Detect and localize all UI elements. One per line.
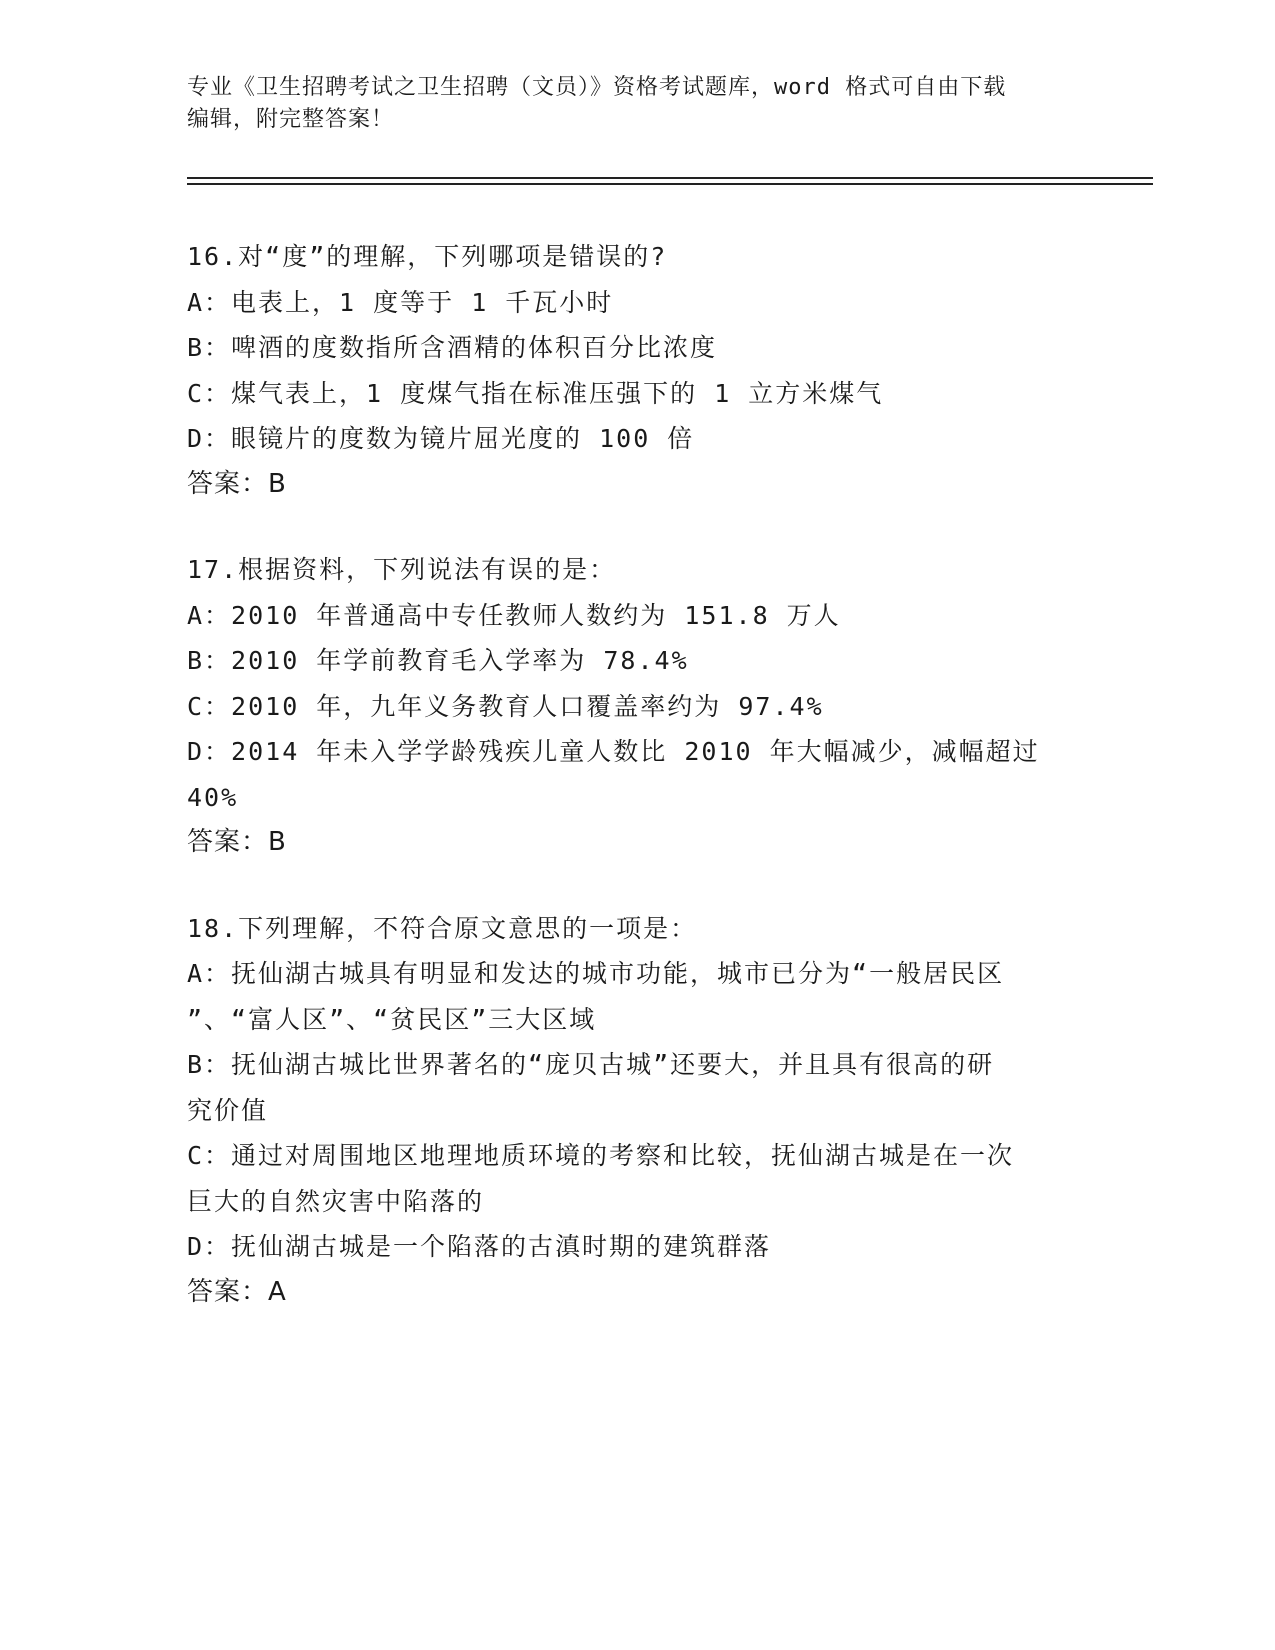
option-d-continued: 40% — [187, 782, 239, 812]
answer-line: 答案：B — [187, 827, 287, 857]
answer-line: 答案：A — [187, 1276, 287, 1307]
option-c: C：煤气表上，1 度煤气指在标准压强下的 1 立方米煤气 — [187, 378, 884, 408]
option-c: C：2010 年，九年义务教育人口覆盖率约为 97.4% — [187, 691, 824, 721]
option-b: B：抚仙湖古城比世界著名的“庞贝古城”还要大，并且具有很高的研 — [187, 1050, 995, 1079]
question-18 — [187, 906, 1087, 1316]
option-d: D：抚仙湖古城是一个陷落的古滇时期的建筑群落 — [187, 1232, 772, 1261]
header-line-1: 专业《卫生招聘考试之卫生招聘（文员）》资格考试题库，word 格式可自由下载 — [187, 75, 1007, 100]
option-b: B：2010 年学前教育毛入学率为 78.4% — [187, 646, 689, 675]
answer-line: 答案：B — [187, 468, 287, 499]
option-a: A：抚仙湖古城具有明显和发达的城市功能，城市已分为“一般居民区 — [187, 959, 1005, 988]
header-rule-bottom — [187, 183, 1153, 185]
option-a-continued: ”、“富人区”、“贫民区”三大区域 — [187, 1004, 597, 1034]
option-d: D：2014 年未入学学龄残疾儿童人数比 2010 年大幅减少，减幅超过 — [187, 737, 1040, 766]
option-c: C：通过对周围地区地理地质环境的考察和比较，抚仙湖古城是在一次 — [187, 1141, 1015, 1170]
option-d: D：眼镜片的度数为镜片屈光度的 100 倍 — [187, 424, 695, 453]
option-b-continued: 究价值 — [187, 1095, 269, 1125]
header-rule-top — [187, 177, 1153, 179]
option-a: A：电表上，1 度等于 1 千瓦小时 — [187, 287, 614, 317]
question-stem: 17.根据资料，下列说法有误的是： — [187, 555, 617, 584]
question-stem: 18.下列理解，不符合原文意思的一项是： — [187, 913, 698, 943]
option-a: A：2010 年普通高中专任教师人数约为 151.8 万人 — [187, 600, 841, 630]
question-list — [187, 234, 1087, 1355]
question-16 — [187, 234, 1087, 507]
option-b: B：啤酒的度数指所含酒精的体积百分比浓度 — [187, 333, 718, 362]
document-header — [187, 72, 1087, 136]
header-line-2: 编辑，附完整答案！ — [187, 107, 395, 132]
question-17 — [187, 547, 1087, 866]
question-stem: 16.对“度”的理解，下列哪项是错误的? — [187, 242, 668, 271]
option-c-continued: 巨大的自然灾害中陷落的 — [187, 1186, 485, 1216]
